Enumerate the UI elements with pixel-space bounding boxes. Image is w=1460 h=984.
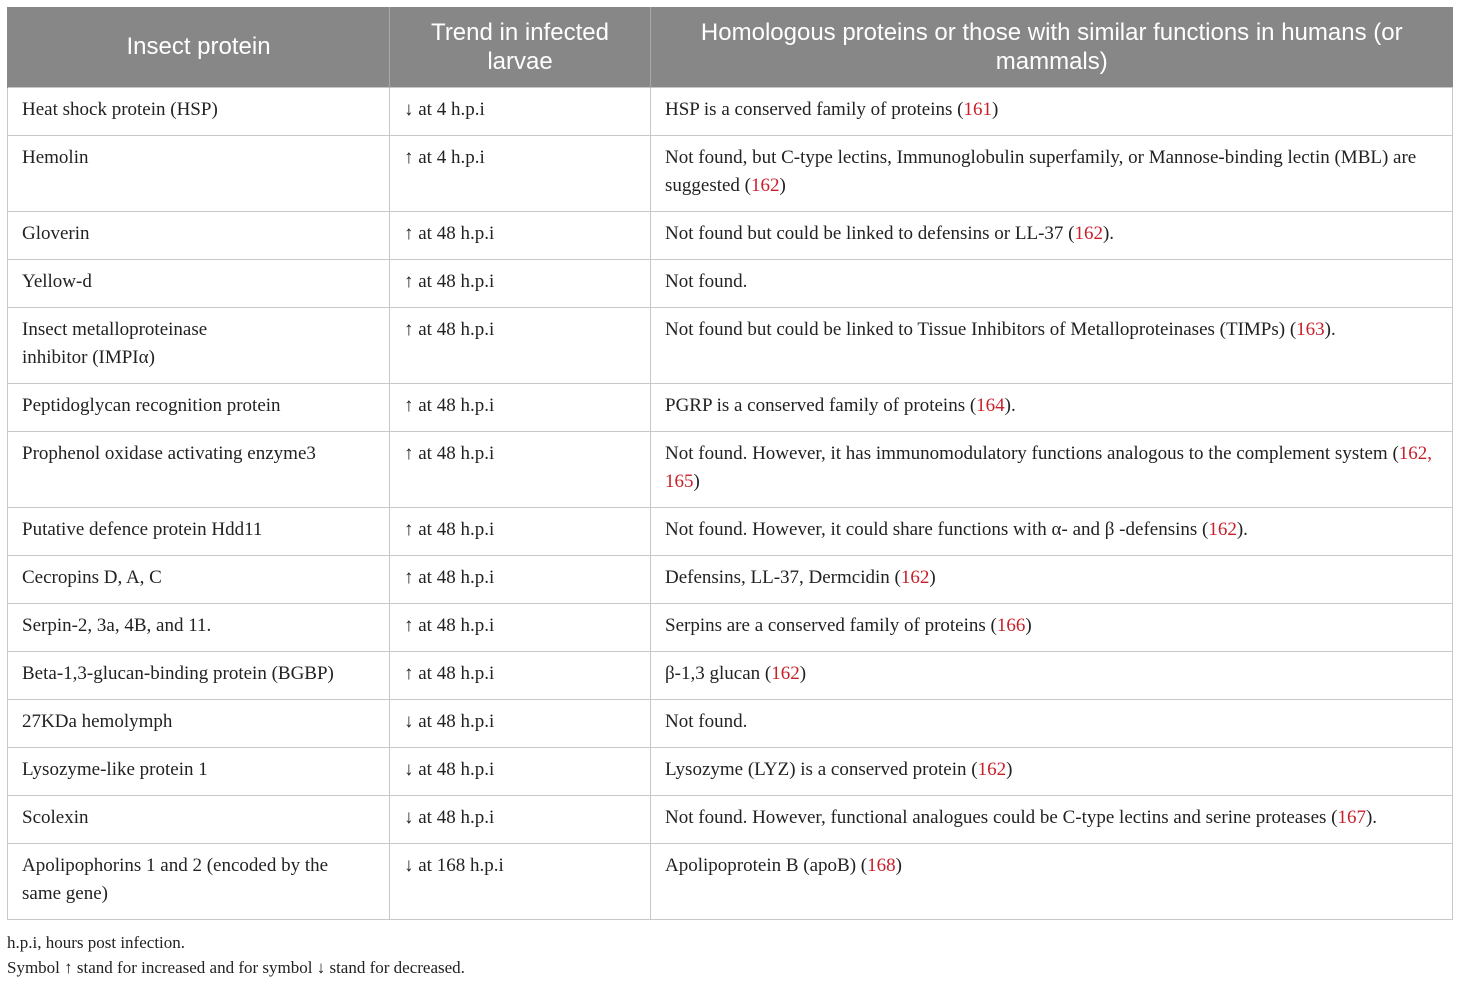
cell-insect-protein: Putative defence protein Hdd11	[8, 507, 390, 555]
table-row	[8, 135, 1453, 211]
cell-insect-protein: Heat shock protein (HSP)	[8, 87, 390, 135]
header-human-homologs: Homologous proteins or those with similar functions in humans (or mammals)	[651, 7, 1453, 87]
cell-insect-protein: Gloverin	[8, 211, 390, 259]
header-row	[8, 7, 1453, 87]
cell-human-homolog	[651, 383, 1453, 431]
cell-trend: ↓ at 48 h.p.i	[390, 795, 651, 843]
table-row	[8, 795, 1453, 843]
homolog-text-end: ).	[1236, 518, 1248, 540]
cell-human-homolog	[651, 603, 1453, 651]
homolog-text: Not found. However, functional analogues could be C-type lectins and serine proteases (	[665, 806, 1338, 828]
homolog-text-end: )	[693, 470, 700, 492]
homolog-text: Not found. However, it could share functions with α- and β -defensins (	[665, 518, 1209, 540]
cell-human-homolog	[651, 747, 1453, 795]
reference-link[interactable]: 162	[1208, 518, 1237, 540]
cell-trend: ↑ at 48 h.p.i	[390, 555, 651, 603]
cell-insect-protein: Apolipophorins 1 and 2 (encoded by the same gene)	[8, 843, 390, 919]
cell-insect-protein: Peptidoglycan recognition protein	[8, 383, 390, 431]
table-row	[8, 259, 1453, 307]
reference-link[interactable]: 161	[963, 98, 992, 120]
reference-link[interactable]: 162	[751, 174, 780, 196]
table-row	[8, 307, 1453, 383]
reference-link[interactable]: 166	[996, 614, 1026, 636]
cell-insect-protein: Beta-1,3-glucan-binding protein (BGBP)	[8, 651, 390, 699]
reference-link[interactable]: 162, 165	[665, 442, 1433, 492]
cell-trend: ↑ at 48 h.p.i	[390, 651, 651, 699]
cell-insect-protein: 27KDa hemolymph	[8, 699, 390, 747]
table-row	[8, 211, 1453, 259]
table-row	[8, 383, 1453, 431]
homolog-text-end: ).	[1365, 806, 1378, 828]
cell-trend: ↑ at 48 h.p.i	[390, 307, 651, 383]
cell-trend: ↑ at 48 h.p.i	[390, 507, 651, 555]
table-row	[8, 507, 1453, 555]
cell-insect-protein: Prophenol oxidase activating enzyme3	[8, 431, 390, 507]
reference-link[interactable]: 167	[1337, 806, 1366, 828]
cell-human-homolog	[651, 87, 1453, 135]
cell-insect-protein: Cecropins D, A, C	[8, 555, 390, 603]
cell-trend: ↑ at 48 h.p.i	[390, 383, 651, 431]
cell-insect-protein: Yellow-d	[8, 259, 390, 307]
homolog-text-end: )	[895, 854, 902, 876]
homolog-text: Not found.	[665, 710, 748, 732]
footnote-symbols: Symbol ↑ stand for increased and for symbol ↓ stand for decreased.	[7, 958, 465, 977]
cell-trend: ↓ at 168 h.p.i	[390, 843, 651, 919]
cell-human-homolog	[651, 259, 1453, 307]
homolog-text: β-1,3 glucan (	[665, 662, 772, 684]
cell-insect-protein: Serpin-2, 3a, 4B, and 11.	[8, 603, 390, 651]
table-row	[8, 431, 1453, 507]
homolog-text-end: )	[779, 174, 786, 196]
table-header	[8, 7, 1453, 87]
table-row	[8, 555, 1453, 603]
protein-comparison-table	[7, 7, 1453, 920]
cell-trend: ↓ at 48 h.p.i	[390, 747, 651, 795]
homolog-text: Defensins, LL-37, Dermcidin (	[665, 566, 901, 588]
homolog-text-end: )	[1025, 614, 1032, 636]
homolog-text: Not found but could be linked to defensins or LL-37 (	[665, 222, 1075, 244]
reference-link[interactable]: 168	[867, 854, 896, 876]
cell-trend: ↑ at 48 h.p.i	[390, 431, 651, 507]
homolog-text-end: ).	[1102, 222, 1115, 244]
cell-human-homolog	[651, 507, 1453, 555]
table-body	[8, 87, 1453, 919]
cell-trend: ↑ at 48 h.p.i	[390, 603, 651, 651]
reference-link[interactable]: 164	[976, 394, 1005, 416]
cell-human-homolog	[651, 843, 1453, 919]
homolog-text-end: )	[799, 662, 807, 684]
cell-insect-protein: Scolexin	[8, 795, 390, 843]
header-trend: Trend in infected larvae	[390, 7, 651, 87]
cell-human-homolog	[651, 651, 1453, 699]
cell-trend: ↑ at 4 h.p.i	[390, 135, 651, 211]
table-row	[8, 843, 1453, 919]
table-row	[8, 603, 1453, 651]
reference-link[interactable]: 162	[977, 758, 1007, 780]
table-footnotes	[7, 930, 465, 980]
homolog-text-end: ).	[1324, 318, 1336, 340]
homolog-text-end: )	[992, 98, 999, 120]
cell-trend: ↑ at 48 h.p.i	[390, 259, 651, 307]
table-row	[8, 87, 1453, 135]
homolog-text: Lysozyme (LYZ) is a conserved protein (	[665, 758, 978, 780]
reference-link[interactable]: 162	[1074, 222, 1103, 244]
homolog-text: Not found. However, it has immunomodulatory functions analogous to the complement system (	[665, 442, 1399, 464]
reference-link[interactable]: 162	[771, 662, 800, 684]
cell-human-homolog	[651, 307, 1453, 383]
homolog-text-end: )	[929, 566, 936, 588]
cell-insect-protein: Hemolin	[8, 135, 390, 211]
table-row	[8, 699, 1453, 747]
cell-human-homolog	[651, 211, 1453, 259]
cell-human-homolog	[651, 699, 1453, 747]
cell-trend: ↓ at 48 h.p.i	[390, 699, 651, 747]
cell-human-homolog	[651, 555, 1453, 603]
homolog-text-end: ).	[1004, 394, 1016, 416]
homolog-text: Apolipoprotein B (apoB) (	[665, 854, 868, 876]
table-row	[8, 747, 1453, 795]
homolog-text: PGRP is a conserved family of proteins (	[665, 394, 977, 416]
cell-human-homolog	[651, 795, 1453, 843]
homolog-text: Not found, but C-type lectins, Immunoglobulin superfamily, or Mannose-binding lectin (MBL) are suggested (	[665, 146, 1417, 196]
footnote-abbreviation: h.p.i, hours post infection.	[7, 933, 186, 952]
cell-human-homolog	[651, 135, 1453, 211]
cell-human-homolog	[651, 431, 1453, 507]
reference-link[interactable]: 163	[1296, 318, 1325, 340]
cell-insect-protein: Lysozyme-like protein 1	[8, 747, 390, 795]
cell-insect-protein: Insect metalloproteinase inhibitor (IMPIα)	[8, 307, 390, 383]
homolog-text: Not found but could be linked to Tissue Inhibitors of Metalloproteinases (TIMPs) (	[665, 318, 1297, 340]
cell-trend: ↓ at 4 h.p.i	[390, 87, 651, 135]
homolog-text: Serpins are a conserved family of proteins (	[665, 614, 997, 636]
reference-link[interactable]: 162	[900, 566, 930, 588]
homolog-text: Not found.	[665, 270, 748, 292]
homolog-text: HSP is a conserved family of proteins (	[665, 98, 964, 120]
homolog-text-end: )	[1006, 758, 1013, 780]
cell-trend: ↑ at 48 h.p.i	[390, 211, 651, 259]
table-row	[8, 651, 1453, 699]
header-insect-protein: Insect protein	[8, 7, 390, 87]
